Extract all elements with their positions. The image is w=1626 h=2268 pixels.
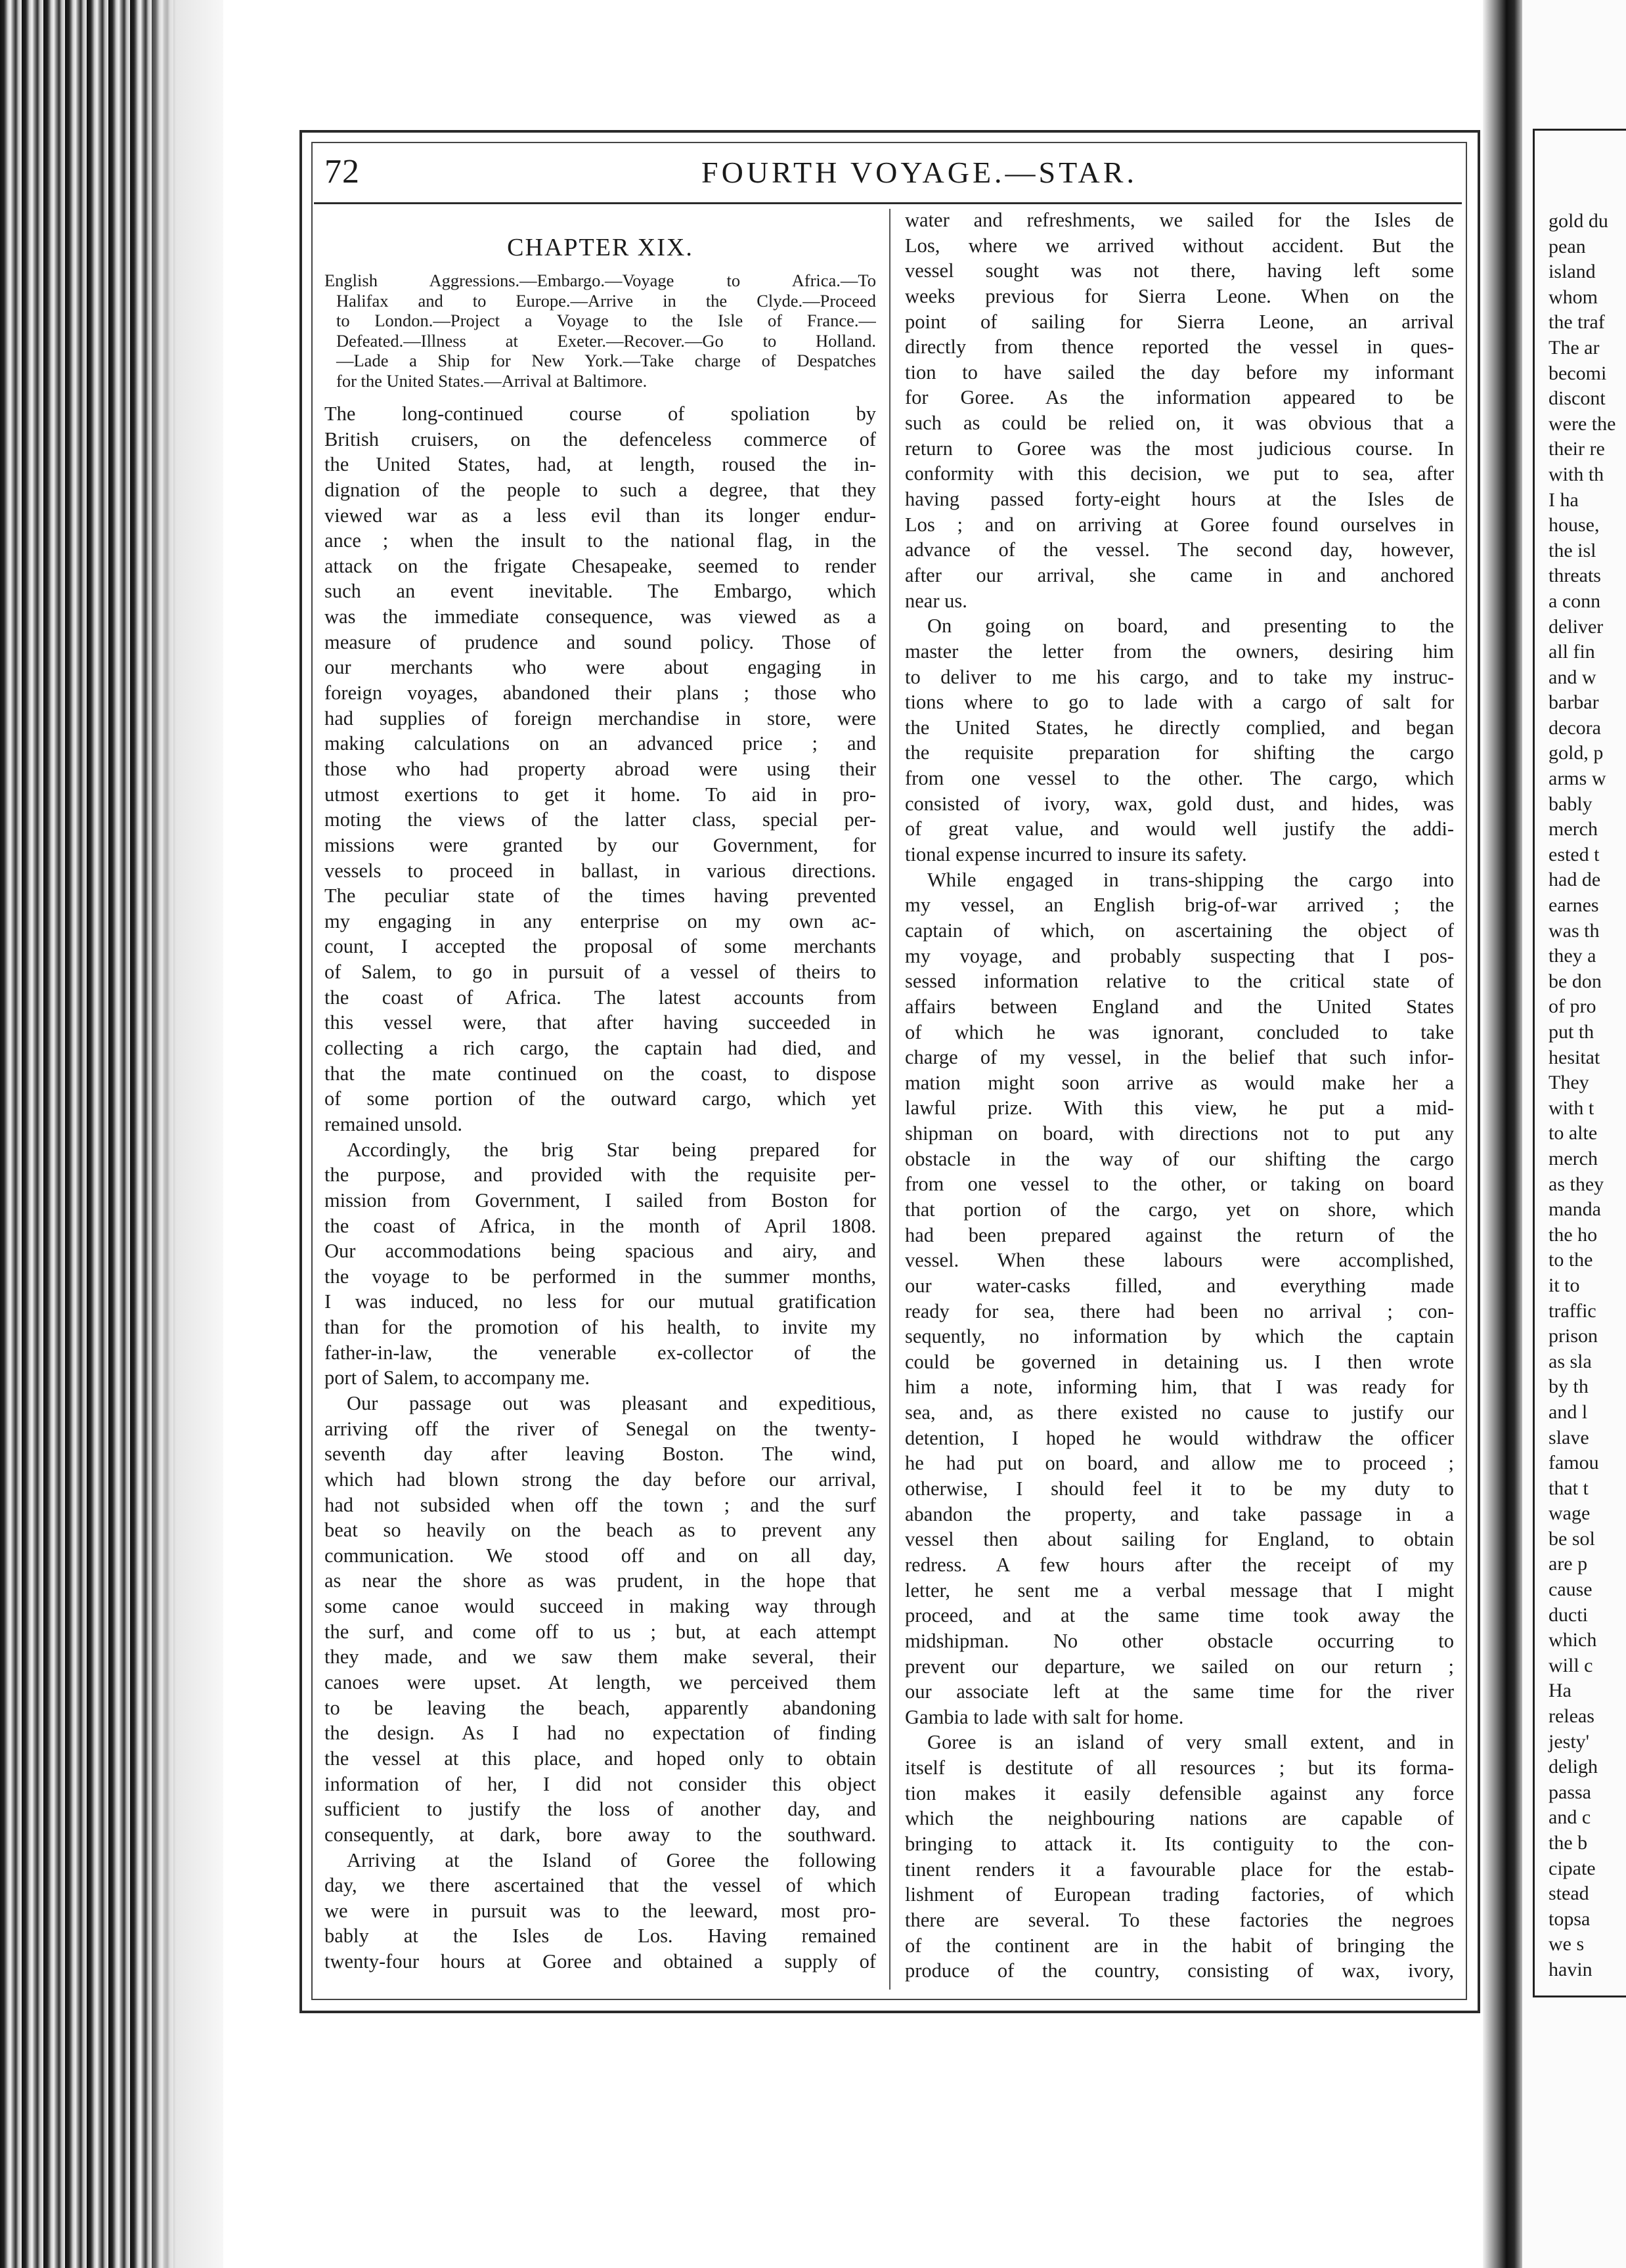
facing-page-line: manda xyxy=(1549,1198,1601,1221)
right-column xyxy=(905,207,1454,1984)
facing-page-line: releas xyxy=(1549,1705,1594,1728)
facing-page-line: the b xyxy=(1549,1832,1588,1854)
text-line: ance ; when the insult to the national flag, in the xyxy=(324,529,876,552)
facing-page-line: They xyxy=(1549,1072,1589,1094)
facing-page-line: bably xyxy=(1549,793,1593,815)
text-line: moting the views of the latter class, special per- xyxy=(324,808,876,831)
synopsis-line: to London.—Project a Voyage to the Isle of France.— xyxy=(336,311,876,330)
text-line: port of Salem, to accompany me. xyxy=(324,1366,590,1389)
facing-page-line: threats xyxy=(1549,565,1601,587)
text-line: consisted of ivory, wax, gold dust, and hides, was xyxy=(905,792,1454,815)
text-line: sea, and, as there existed no cause to justify our xyxy=(905,1401,1454,1424)
text-line: of some portion of the outward cargo, which yet xyxy=(324,1087,876,1110)
facing-page-text xyxy=(1549,209,1626,1983)
text-line: Los ; and on arriving at Goree found ourselves in xyxy=(905,513,1454,536)
facing-page-line: hesitat xyxy=(1549,1046,1600,1068)
facing-page-line: discont xyxy=(1549,387,1606,410)
text-line: Gambia to lade with salt for home. xyxy=(905,1705,1184,1728)
facing-page-line: and l xyxy=(1549,1401,1588,1423)
text-line: those who had property abroad were using their xyxy=(324,757,876,780)
facing-page-line: that t xyxy=(1549,1477,1589,1499)
text-line: foreign voyages, abandoned their plans ; those who xyxy=(324,682,876,705)
text-line: tion makes it easily defensible against any force xyxy=(905,1781,1454,1804)
text-line: had been prepared against the return of the xyxy=(905,1223,1454,1246)
facing-page-line: which xyxy=(1549,1629,1597,1651)
text-line: day, we there ascertained that the vessel of which xyxy=(324,1874,876,1897)
text-line: the coast of Africa, in the month of April 1808. xyxy=(324,1214,876,1237)
facing-page-line: all fin xyxy=(1549,641,1595,663)
text-line: the United States, he directly complied, and began xyxy=(905,716,1454,739)
facing-page-line: topsa xyxy=(1549,1908,1591,1930)
text-line: our merchants who were about engaging in xyxy=(324,656,876,679)
text-line: our associate left at the same time for the river xyxy=(905,1680,1454,1703)
left-column xyxy=(324,210,876,1974)
text-line: some canoe would succeed in making way through xyxy=(324,1595,876,1618)
facing-page-line: to the xyxy=(1549,1249,1593,1271)
facing-page-line: of pro xyxy=(1549,995,1596,1018)
text-line: seventh day after leaving Boston. The wind, xyxy=(324,1443,876,1466)
text-line: we were in pursuit was to the leeward, most pro- xyxy=(324,1899,876,1922)
text-line: detention, I hoped he would withdraw the officer xyxy=(905,1426,1454,1449)
text-line: tional expense incurred to insure its safety. xyxy=(905,843,1247,866)
facing-page-line: cipate xyxy=(1549,1857,1596,1879)
facing-page-line: stead xyxy=(1549,1883,1589,1905)
header-rule xyxy=(314,202,1462,204)
facing-page-line: by th xyxy=(1549,1376,1589,1398)
text-line: the voyage to be performed in the summer months, xyxy=(324,1265,876,1288)
text-line: such an event inevitable. The Embargo, which xyxy=(324,580,876,603)
book-gutter xyxy=(1483,0,1522,2268)
left-column-body xyxy=(324,401,876,1974)
facing-page-line: their re xyxy=(1549,438,1605,460)
text-line: tion to have sailed the day before my informant xyxy=(905,360,1454,383)
facing-page-line: as sla xyxy=(1549,1350,1592,1372)
text-line: my engaging in any enterprise on my own ac- xyxy=(324,909,876,932)
facing-page-line: famou xyxy=(1549,1452,1599,1474)
text-line: could be governed in detaining us. I then wrote xyxy=(905,1350,1454,1373)
text-line: from one vessel to the other. The cargo, which xyxy=(905,767,1454,790)
facing-page-line: wage xyxy=(1549,1502,1591,1525)
facing-page-line: the isl xyxy=(1549,539,1596,561)
text-line: Our passage out was pleasant and expeditious, xyxy=(347,1391,876,1414)
text-line: the vessel at this place, and hoped only to obtain xyxy=(324,1747,876,1770)
text-line: viewed war as a less evil than its longer endur- xyxy=(324,504,876,527)
synopsis-line: —Lade a Ship for New York.—Take charge of Despatches xyxy=(336,351,876,370)
facing-page-line: we s xyxy=(1549,1933,1585,1955)
facing-page-line: jesty' xyxy=(1549,1730,1590,1753)
text-line: redress. A few hours after the receipt of my xyxy=(905,1553,1454,1576)
facing-page-line: it to xyxy=(1549,1274,1580,1296)
facing-page-line: island xyxy=(1549,261,1596,283)
text-line: sufficient to justify the loss of another day, and xyxy=(324,1798,876,1821)
text-line: return to Goree was the most judicious course. In xyxy=(905,437,1454,460)
facing-page-line: merch xyxy=(1549,818,1598,840)
text-line: having passed forty-eight hours at the Isles de xyxy=(905,488,1454,511)
facing-page-line: to alte xyxy=(1549,1122,1598,1145)
text-line: the requisite preparation for shifting the cargo xyxy=(905,741,1454,764)
text-line: ready for sea, there had been no arrival ; con- xyxy=(905,1299,1454,1322)
page-shadow xyxy=(144,0,223,2268)
text-line: this vessel were, that after having succeeded in xyxy=(324,1011,876,1034)
text-line: my voyage, and probably suspecting that I pos- xyxy=(905,944,1454,967)
facing-page-line: as they xyxy=(1549,1173,1604,1195)
facing-page-line: gold du xyxy=(1549,210,1608,232)
text-line: tions where to go to lade with a cargo of salt for xyxy=(905,691,1454,714)
page-number: 72 xyxy=(324,153,360,190)
text-line: point of sailing for Sierra Leone, an arrival xyxy=(905,310,1454,333)
text-line: him a note, informing him, that I was ready for xyxy=(905,1376,1454,1399)
text-line: information of her, I did not consider this object xyxy=(324,1772,876,1795)
text-line: than for the promotion of his health, to invite my xyxy=(324,1316,876,1339)
facing-page-line: they a xyxy=(1549,945,1596,967)
text-line: produce of the country, consisting of wax, ivory, xyxy=(905,1959,1454,1982)
facing-page-line: with th xyxy=(1549,463,1604,485)
facing-page-line: be sol xyxy=(1549,1527,1595,1550)
column-divider xyxy=(889,209,890,1990)
text-line: Los, where we arrived without accident. But the xyxy=(905,234,1454,257)
text-line: midshipman. No other obstacle occurring to xyxy=(905,1629,1454,1652)
facing-page-line: arms w xyxy=(1549,768,1606,790)
text-line: such as could be relied on, it was obvious that a xyxy=(905,412,1454,435)
text-line: I was induced, no less for our mutual gratification xyxy=(324,1290,876,1313)
facing-page-line: traffic xyxy=(1549,1299,1596,1322)
text-line: after our arrival, she came in and anchored xyxy=(905,563,1454,586)
synopsis-line: for the United States.—Arrival at Baltimore. xyxy=(336,370,648,391)
facing-page-line: Ha xyxy=(1549,1680,1571,1702)
text-line: Our accommodations being spacious and airy, and xyxy=(324,1240,876,1263)
text-line: of Salem, to go in pursuit of a vessel of theirs to xyxy=(324,961,876,984)
text-line: father-in-law, the venerable ex-collector of the xyxy=(324,1341,876,1364)
text-line: which had blown strong the day before our arrival, xyxy=(324,1468,876,1491)
text-line: obstacle in the way of our shifting the cargo xyxy=(905,1147,1454,1170)
text-line: master the letter from the owners, desiring him xyxy=(905,640,1454,663)
synopsis-line: Halifax and to Europe.—Arrive in the Clyde.—Proceed xyxy=(336,290,876,311)
text-line: to deliver to me his cargo, and to take my instruc- xyxy=(905,665,1454,688)
text-line: the coast of Africa. The latest accounts from xyxy=(324,986,876,1009)
running-head: FOURTH VOYAGE.—STAR. xyxy=(701,156,1137,189)
facing-page-line: gold, p xyxy=(1549,742,1604,764)
text-line: vessel. When these labours were accomplished, xyxy=(905,1249,1454,1272)
facing-page-line: havin xyxy=(1549,1958,1593,1980)
chapter-title: CHAPTER XIX. xyxy=(507,234,693,261)
text-line: measure of prudence and sound policy. Those of xyxy=(324,630,876,653)
text-line: consequently, at dark, bore away to the southward. xyxy=(324,1823,876,1846)
synopsis-line: English Aggressions.—Embargo.—Voyage to Africa.—To xyxy=(324,271,876,290)
facing-page-line: prison xyxy=(1549,1325,1598,1347)
text-line: they made, and we saw them make several, their xyxy=(324,1646,876,1668)
facing-page-line: house, xyxy=(1549,514,1600,536)
text-line: While engaged in trans-shipping the cargo into xyxy=(927,868,1454,891)
facing-page-line: becomi xyxy=(1549,362,1607,384)
facing-page-line: was th xyxy=(1549,919,1600,942)
facing-page-line: passa xyxy=(1549,1781,1591,1803)
text-line: the surf, and come off to us ; but, at each attempt xyxy=(324,1620,876,1643)
facing-page-line: I ha xyxy=(1549,489,1579,511)
text-line: sessed information relative to the critical state of xyxy=(905,970,1454,993)
text-line: otherwise, I should feel it to be my duty to xyxy=(905,1477,1454,1500)
text-line: tinent renders it a favourable place for the estab- xyxy=(905,1858,1454,1881)
facing-page-line: will c xyxy=(1549,1654,1593,1676)
text-line: lawful prize. With this view, he put a mid- xyxy=(905,1097,1454,1120)
facing-page-line: slave xyxy=(1549,1426,1589,1449)
text-line: vessel then about sailing for England, to obtain xyxy=(905,1528,1454,1551)
text-line: British cruisers, on the defenceless commerce of xyxy=(324,427,876,450)
text-line: collecting a rich cargo, the captain had died, and xyxy=(324,1037,876,1060)
text-line: remained unsold. xyxy=(324,1112,463,1135)
text-line: of which he was ignorant, concluded to take xyxy=(905,1020,1454,1043)
facing-page-line: the traf xyxy=(1549,311,1605,334)
text-line: mission from Government, I sailed from Boston for xyxy=(324,1189,876,1211)
facing-page-line: a conn xyxy=(1549,590,1601,612)
synopsis-line: Defeated.—Illness at Exeter.—Recover.—Go to Holland. xyxy=(336,330,876,351)
text-line: had supplies of foreign merchandise in store, were xyxy=(324,707,876,730)
facing-page-line: had de xyxy=(1549,869,1601,891)
text-line: Arriving at the Island of Goree the following xyxy=(347,1848,876,1871)
facing-page-line: merch xyxy=(1549,1147,1598,1169)
facing-page-line: ducti xyxy=(1549,1603,1588,1626)
text-line: there are several. To these factories the negroes xyxy=(905,1908,1454,1931)
text-line: charge of my vessel, in the belief that such infor- xyxy=(905,1046,1454,1069)
text-line: that the mate continued on the coast, to dispose xyxy=(324,1062,876,1085)
text-line: bringing to attack it. Its contiguity to the con- xyxy=(905,1833,1454,1855)
text-line: Goree is an island of very small extent, and in xyxy=(927,1731,1454,1754)
text-line: to be leaving the beach, apparently abandoning xyxy=(324,1696,876,1719)
text-line: proceed, and at the same time took away the xyxy=(905,1604,1454,1627)
text-line: sequently, no information by which the captain xyxy=(905,1325,1454,1348)
facing-page-line: pean xyxy=(1549,235,1586,257)
text-line: weeks previous for Sierra Leone. When on the xyxy=(905,284,1454,307)
facing-page-line: and w xyxy=(1549,666,1596,688)
text-line: count, I accepted the proposal of some merchants xyxy=(324,935,876,958)
text-line: vessels to proceed in ballast, in various directions. xyxy=(324,859,876,882)
text-line: the design. As I had no expectation of finding xyxy=(324,1722,876,1745)
chapter-synopsis xyxy=(324,271,876,391)
facing-page-line: deligh xyxy=(1549,1756,1598,1778)
text-line: twenty-four hours at Goree and obtained a supply of xyxy=(324,1950,876,1973)
facing-page-line: with t xyxy=(1549,1097,1594,1119)
text-line: prevent our departure, we sailed on our return ; xyxy=(905,1655,1454,1678)
text-line: of the continent are in the habit of bringing the xyxy=(905,1934,1454,1957)
text-line: On going on board, and presenting to the xyxy=(927,615,1454,638)
text-line: dignation of the people to such a degree, that they xyxy=(324,478,876,501)
text-line: near us. xyxy=(905,589,967,612)
facing-page-line: earnes xyxy=(1549,894,1599,917)
text-line: utmost exertions to get it home. To aid in pro- xyxy=(324,783,876,806)
text-line: advance of the vessel. The second day, however, xyxy=(905,538,1454,561)
facing-page-line: cause xyxy=(1549,1579,1593,1601)
text-line: that portion of the cargo, yet on shore, which xyxy=(905,1198,1454,1221)
text-line: lishment of European trading factories, of which xyxy=(905,1883,1454,1906)
text-line: affairs between England and the United States xyxy=(905,995,1454,1018)
facing-page-line: decora xyxy=(1549,716,1601,739)
text-line: attack on the frigate Chesapeake, seemed to render xyxy=(324,554,876,577)
facing-page-line: The ar xyxy=(1549,336,1600,359)
text-line: beat so heavily on the beach as to prevent any xyxy=(324,1519,876,1542)
facing-page-line: barbar xyxy=(1549,691,1599,714)
facing-page-line: deliver xyxy=(1549,615,1604,638)
text-line: our water-casks filled, and everything made xyxy=(905,1274,1454,1297)
text-line: the purpose, and provided with the requisite per- xyxy=(324,1164,876,1187)
text-line: conformity with this decision, we put to sea, after xyxy=(905,462,1454,485)
text-line: Accordingly, the brig Star being prepared for xyxy=(347,1138,876,1161)
facing-page xyxy=(1522,0,1626,2268)
text-line: was the immediate consequence, was viewed as a xyxy=(324,605,876,628)
text-line: the United States, had, at length, roused the in- xyxy=(324,453,876,476)
text-line: vessel sought was not there, having left some xyxy=(905,259,1454,282)
text-line: abandon the property, and take passage in a xyxy=(905,1502,1454,1525)
text-line: The long-continued course of spoliation by xyxy=(324,403,876,425)
facing-page-line: are p xyxy=(1549,1553,1588,1575)
text-line: of great value, and would well justify the addi- xyxy=(905,818,1454,840)
text-line: bably at the Isles de Los. Having remained xyxy=(324,1925,876,1948)
text-line: which the neighbouring nations are capable of xyxy=(905,1807,1454,1830)
text-line: mation might soon arrive as would make her a xyxy=(905,1071,1454,1094)
text-line: from one vessel to the other, or taking on board xyxy=(905,1173,1454,1196)
text-line: communication. We stood off and on all day, xyxy=(324,1544,876,1567)
text-line: as near the shore as was prudent, in the hope that xyxy=(324,1569,876,1592)
text-line: letter, he sent me a verbal message that I might xyxy=(905,1579,1454,1602)
text-line: itself is destitute of all resources ; but its forma- xyxy=(905,1756,1454,1779)
text-line: water and refreshments, we sailed for the Isles de xyxy=(905,209,1454,231)
text-line: shipman on board, with directions not to put any xyxy=(905,1122,1454,1145)
text-line: directly from thence reported the vessel in ques- xyxy=(905,336,1454,359)
text-line: The peculiar state of the times having prevented xyxy=(324,884,876,907)
text-line: captain of which, on ascertaining the object of xyxy=(905,919,1454,942)
facing-page-line: the ho xyxy=(1549,1223,1598,1246)
facing-page-line: be don xyxy=(1549,970,1602,992)
text-line: canoes were upset. At length, we perceived them xyxy=(324,1671,876,1694)
facing-page-line: and c xyxy=(1549,1806,1591,1829)
facing-page-line: ested t xyxy=(1549,843,1600,865)
text-line: arriving off the river of Senegal on the twenty- xyxy=(324,1417,876,1440)
right-column-body xyxy=(905,207,1454,1984)
text-line: for Goree. As the information appeared to be xyxy=(905,386,1454,409)
text-line: missions were granted by our Government, for xyxy=(324,833,876,856)
text-line: he had put on board, and allow me to proceed ; xyxy=(905,1452,1454,1475)
text-line: making calculations on an advanced price ; and xyxy=(324,732,876,755)
text-line: had not subsided when off the town ; and the surf xyxy=(324,1493,876,1516)
facing-page-line: put th xyxy=(1549,1021,1594,1043)
facing-page-line: were the xyxy=(1549,412,1616,435)
facing-page-line: whom xyxy=(1549,286,1598,308)
text-line: my vessel, an English brig-of-war arrived ; the xyxy=(905,894,1454,917)
